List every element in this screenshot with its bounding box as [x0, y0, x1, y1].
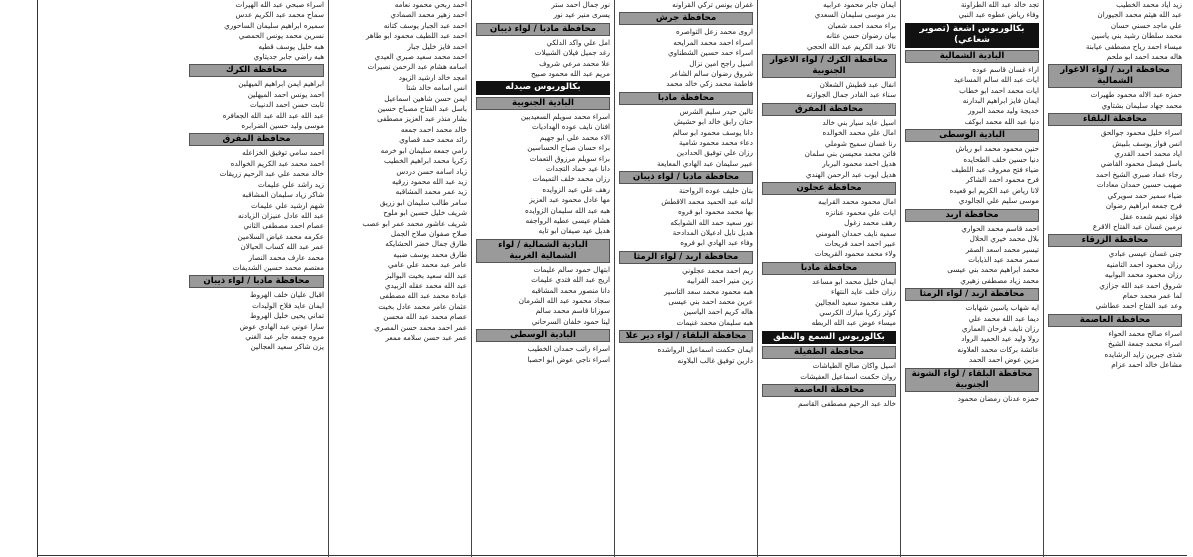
list-item: محمد ابراهيم محمد بني عيسى — [947, 265, 1039, 275]
list-item: تجد خالد عبد الله الطراونة — [960, 0, 1039, 9]
list-item: بدر موسى سليمان السعدي — [814, 10, 896, 20]
list-item: سامر طالب سليمان ابو زريق — [379, 197, 467, 207]
list-item: دانا عيد حماد التجدات — [546, 163, 610, 173]
list-item: طارق محمد يوسف ضبيه — [393, 249, 467, 259]
list-item: بيان رضوان حسن عثانه — [826, 31, 896, 41]
list-column — [1043, 0, 1186, 557]
list-item: خالد عبد الرحيم مصطفى القاسم — [798, 399, 896, 409]
list-item: يزن شاكر سعيد العجالين — [250, 342, 324, 352]
list-item: شريف خليل حسين ابو ملوح — [383, 208, 467, 218]
section-header: محافظة مادبا / لواء ذيبان — [476, 23, 610, 36]
list-item: رزان محمد خلف التميمات — [532, 174, 610, 184]
list-item: افنان نايف عوده الهداديات — [532, 122, 610, 132]
list-item: عمر احمد محمد حسن المصري — [374, 322, 467, 332]
list-item: عبد الله محمد عقله الزبيدي — [384, 280, 467, 290]
list-item: دارين توفيق غالب البلاونه — [677, 355, 753, 365]
list-item: ولاء محمد محمود القريحات — [814, 249, 896, 259]
list-item: شاكر زياد سليمان المشاقبه — [242, 190, 324, 200]
list-item: شريف عاشور محمد عمر ابو عصب — [362, 218, 467, 228]
list-item: احمد يونس احمد الميهلين — [247, 89, 324, 99]
section-header: محافظة البلقاء / لواء دير علا — [619, 330, 753, 343]
list-item: فاطمة محمد زكي خالد محمد — [666, 79, 753, 89]
list-item: زيد عبد الله محمود زرقيه — [392, 176, 467, 186]
list-item: معتصم محمد حسين الشديفات — [232, 262, 324, 272]
list-item: اسراء ناجي عوض ابو احصبا — [527, 354, 610, 364]
section-header: محافظة البلقاء — [1048, 113, 1182, 126]
list-item: وعد عبد الفتاح احمد عطاشي — [1095, 301, 1182, 311]
section-header: البادية الوسطى — [476, 329, 610, 342]
newspaper-page — [38, 0, 1186, 557]
list-item: مشاعل خالد احمد عزام — [1111, 359, 1182, 369]
list-item: اسراء صالح محمد الحواء — [1108, 328, 1182, 338]
list-item: محمد عارف محمد النصار — [248, 252, 324, 262]
list-item: ايمان حكمت اسماعيل الرواشده — [657, 345, 753, 355]
list-column — [471, 0, 614, 557]
list-item: زكريا محمد ابراهيم الخطيب — [384, 156, 467, 166]
list-item: تالا عبد الكريم عبد الله الحجي — [807, 41, 896, 51]
list-item: احمد فايز خليل جبار — [407, 41, 467, 51]
list-item: هشام عيسى عطيه الرواجفه — [525, 216, 610, 225]
list-item: احمد سامي توفيق الخزاعله — [242, 148, 324, 158]
list-item: لبانه عبد الحميد محمد الاقطش — [661, 196, 753, 206]
list-item: عبد الله سعيد بخيت البوالبز — [385, 270, 467, 280]
list-column — [900, 0, 1043, 557]
list-item: عبير سليمان عبد الهادي المعايعة — [657, 158, 753, 168]
list-item: ايه شهاب ياسين شهابات — [965, 303, 1039, 313]
section-header: البادية الشمالية / لواء الشمالية الغربية — [476, 239, 610, 263]
list-item: علا محمد مرعي شروف — [539, 58, 610, 68]
list-item: هبه محمود محمد سعد التاسير — [664, 286, 753, 296]
list-item: اسيل عايد سيار بني خالد — [822, 117, 896, 127]
section-header: البادية الوسطى — [905, 129, 1039, 142]
list-item: فاتن محمد محيسن بني سلمان — [804, 149, 896, 159]
section-header: محافظة المفرق — [762, 103, 896, 116]
section-header: محافظة جرش — [619, 12, 753, 25]
list-item: انس فواز يوسف بلبيش — [1112, 138, 1182, 148]
list-item: عرين محمد احمد بني عيسى — [668, 296, 753, 306]
list-item: امال محمود محمد القرايبه — [818, 197, 896, 207]
list-item: محمد زياد مصطفى زهيري — [960, 275, 1039, 285]
section-header: محافظة اربد / لواء الرمثا — [619, 251, 753, 264]
list-item: ريم احمد محمد عجلوني — [682, 265, 753, 275]
list-item: احمد عبد اللطيف محمود ابو طاهر — [365, 31, 467, 41]
section-header: محافظة مادبا — [619, 92, 753, 105]
list-item: هبه سليمان محمد غنيمات — [676, 317, 753, 327]
section-header: محافظة العاصمة — [1048, 314, 1182, 327]
list-item: خديجة وليد محمد البرور — [968, 106, 1039, 116]
list-item: اسراء صبحي عبد الله الهيرات — [235, 0, 324, 9]
list-item: تالين حيدر سليم الشرس — [679, 106, 753, 116]
list-item: شهم ارشيد علي عليمات — [250, 200, 324, 210]
section-header: محافظة العاصمة — [762, 384, 896, 397]
list-item: صلاح صفوان صلاح الجمل — [390, 228, 467, 238]
list-column — [757, 0, 900, 557]
list-item: امل علي واكد الدلكي — [546, 37, 610, 47]
list-item: رزان علي توفيق الحدادين — [676, 148, 753, 158]
list-item: جنى غسان عيسى عبادي — [1108, 249, 1182, 259]
list-item: هديل نايل ادعيلان المدادحة — [672, 227, 753, 237]
list-item: سماح محمد عبد الكريم عدس — [235, 10, 324, 20]
list-item: ميساء احمد رياح مصطفى عيابنة — [1085, 41, 1182, 51]
list-item: عبد الله هيثم محمد الجيوران — [1097, 10, 1182, 20]
list-item: علي ماجد حسني حسان — [1110, 20, 1182, 30]
list-item: دانا منصور محمد المشاقبه — [531, 285, 610, 295]
list-item: ايات عبد الله سالم المساعيد — [953, 75, 1039, 85]
section-header: محافظة الزرقاء — [1048, 234, 1182, 247]
list-item: بتان خليف عوده الرواحنة — [679, 186, 753, 196]
list-item: اريج عبد الله فتدي عليمات — [531, 275, 610, 285]
list-item: فرح محمود احمد الشاكر — [966, 175, 1039, 185]
list-item: دعاء محمد محمود شامية — [679, 138, 753, 148]
list-item: مزين عوض احمد الحمد — [969, 355, 1039, 365]
list-column — [614, 0, 757, 557]
list-item: عبد الله عبد الله عبد الله الجعافره — [222, 110, 324, 120]
list-item: وفاء رياض عطوه عبد النبي — [958, 10, 1039, 20]
list-item: بها محمد محمود ابو فروه — [678, 207, 753, 217]
list-item: احمد قاسم محمد الحواري — [961, 223, 1039, 233]
list-item: براء سويلم مرزوق التعمات — [529, 153, 610, 163]
list-item: اسراء راتب حمدان الخطيب — [527, 344, 610, 354]
section-header: محافظة عجلون — [762, 182, 896, 195]
list-item: عامر عبد محمد علي عامي — [387, 260, 467, 270]
list-item: الاء محمد علي ابو جهيم — [539, 132, 610, 142]
list-item: براء حسان صباح الحساسين — [527, 143, 610, 153]
list-item: ضياء فتح معروف عبد اللطيف — [951, 165, 1039, 175]
list-item: زيد عمر محمد المشاقبه — [395, 187, 467, 197]
list-item: شذى جبرين زايد الرشايده — [1104, 349, 1182, 359]
list-item: ميساء عوض عبد الله الربطه — [811, 318, 896, 328]
list-item: سناء عبد القادر جمال الجوازنه — [806, 90, 896, 100]
list-item: مها عادل محمود عبد العزيز — [529, 195, 610, 205]
list-item: ايمن حسن شاهين اسماعيل — [384, 93, 467, 103]
list-item: هاله محمد احمد ابو ملحم — [1106, 52, 1182, 62]
list-item: ضياء سمير حمد سويركي — [1107, 190, 1182, 200]
list-item: اسراء حمد حسين الشطناوي — [667, 48, 753, 58]
list-item: بلال محمد خيري الحلال — [969, 234, 1039, 244]
list-item: رامي جمعه سليمان ابو خرمه — [380, 145, 467, 155]
list-item: رزان نايف فرحان العماري — [961, 323, 1039, 333]
list-item: تيسير محمد اسعد الصقر — [965, 244, 1039, 254]
list-item: اسراء محمد جمعة الشيخ — [1108, 339, 1182, 349]
list-item: اسراء محمد سويلم السعيديين — [520, 111, 610, 121]
list-item: حمزه عدنان رمضان محمود — [957, 393, 1039, 403]
list-item: عائشة بركات محمد العلاونه — [957, 344, 1039, 354]
list-item: اياد محمد احمد القدري — [1114, 149, 1182, 159]
list-item: طارق جمال خضر الحشايكه — [385, 239, 467, 249]
list-item: ايمان خليل محمد ابو مساعد — [812, 276, 896, 286]
list-item: ايمان عايد فلاح الوليدات — [252, 300, 324, 310]
list-item: حنان رابق خالد ابو حشيش — [673, 117, 753, 127]
list-item: حنين محمود محمد ابو رياش — [955, 144, 1039, 154]
list-item: امال علي محمد الخوالده — [822, 128, 896, 138]
list-item: احمد زهير محمد الصمادي — [390, 10, 467, 20]
list-item: هديل ايوب عبد الرحمن الهندي — [805, 169, 896, 179]
list-item: لما عمر محمد حمام — [1122, 290, 1182, 300]
list-item: مروه جمعه جابر عبد الغني — [245, 331, 324, 341]
list-item: رزان خلف عايد النتهاء — [831, 287, 896, 297]
list-item: سميه نايف حمدان المومني — [815, 228, 896, 238]
degree-header: بكالوريوس صيدله — [476, 81, 610, 95]
list-item: عبادة محمد عبد الله مصطفى — [379, 291, 467, 301]
list-item: زين منير احمد القرابيه — [686, 276, 753, 286]
list-item: هبه عبد الله سليمان الزوايده — [525, 205, 610, 215]
list-item: رهف علي عيد الزوايده — [542, 184, 610, 194]
list-item: اسيل راجح امين نزال — [689, 58, 753, 68]
list-item: ابراهيم ايمن ابراهيم الميهلين — [238, 79, 324, 89]
list-item: دنيا عبد الله محمد ابوكف — [964, 116, 1039, 126]
list-item: نسرين محمد يونس الحمصي — [238, 31, 324, 41]
list-item: تماني يحيى خليل الهروط — [249, 311, 324, 321]
list-item: امجد خالد ارشيد الزيود — [398, 72, 467, 82]
list-item: فرح جمعه ابراهيم رضوان — [1105, 201, 1182, 211]
list-item: انس اسامه خالد شتا — [406, 83, 467, 93]
degree-header: بكالوريوس السمع والنطق — [762, 331, 896, 345]
list-item: خالد محمد علي عبد الرحيم زريقات — [219, 169, 324, 179]
list-item: اسراء خليل محمود جوالحق — [1100, 128, 1182, 138]
list-item: نور جمال احمد ستر — [551, 0, 610, 9]
list-item: باسل عبد الفتاح مصباح حسين — [377, 104, 467, 114]
list-item: زيد راشد علي عليمات — [258, 179, 324, 189]
list-item: رائد محمد حمد قصاوي — [399, 135, 467, 145]
list-item: عكرمه محمد غياض السلامين — [237, 231, 324, 241]
list-item: حمزه عبد الاله محمود طهيرات — [1090, 90, 1182, 100]
section-header: البادية الشمالية — [905, 50, 1039, 63]
list-item: فؤاد نعيم شعده عقل — [1119, 211, 1182, 221]
list-item: احمد ربحي محمود نعامه — [394, 0, 467, 9]
list-item: ثابت حسن احمد الدنيبات — [249, 100, 324, 110]
list-item: مريم عبد الله محمود صبيح — [530, 69, 610, 79]
section-header: محافظة اربد / لواء الاغوار الشمالية — [1048, 64, 1182, 88]
list-item: سميره ابراهيم سليمان الساحوري — [224, 20, 324, 30]
list-item: غفران يونس تركي القراونه — [672, 0, 753, 9]
list-item: ايمان فايز ابراهيم البدارنه — [962, 96, 1039, 106]
list-item: دنيا حسين خلف الطحايده — [963, 154, 1039, 164]
list-item: بشار منذر عبد العزيز مصطفى — [377, 114, 467, 124]
list-item: روان حكمت اسماعيل العفيشات — [800, 371, 896, 381]
list-item: موسى وليد حسين الضرابره — [241, 121, 324, 131]
list-item: ايات محمد احمد ابو خطاب — [959, 85, 1039, 95]
list-item: رجاء عماد صبري الشيخ احمد — [1095, 169, 1182, 179]
section-header: البادية الجنوبية — [476, 97, 610, 110]
list-item: احمد محمد سعيد صبري العيدي — [374, 52, 467, 62]
list-item: رهف محمود سعيد العجالين — [815, 297, 896, 307]
list-item: عصام محمد عبد الله محسن — [383, 312, 467, 322]
list-item: اسراء احمد محمد المرايحه — [673, 37, 753, 47]
list-item: شروق احمد عبد الله جزازي — [1099, 280, 1182, 290]
list-item: سارا عوني عبد الهادي عوض — [239, 321, 324, 331]
list-item: رزان محمود محمد البوابيه — [1104, 270, 1182, 280]
list-item: رغد جميل فيلان الشبيلات — [534, 48, 610, 58]
list-item: سجاد محمود عبد الله الشرمان — [518, 296, 610, 306]
section-header: محافظة المفرق — [189, 133, 324, 146]
list-item: يسرى منير عيد نور — [553, 10, 610, 20]
list-item: دانا يوسف محمود ابو سالم — [672, 127, 753, 137]
list-item: اروى محمد زعل التواصره — [676, 27, 753, 37]
list-item: زياد اسامه حسن دردس — [396, 166, 467, 176]
list-item: زيد اياد محمد الخطيب — [1116, 0, 1182, 9]
list-item: وفاء عبد الهادي ابو فروه — [680, 238, 753, 248]
list-item: موسى سليم علي الجالودي — [958, 196, 1039, 206]
list-column — [185, 0, 328, 557]
list-item: ايمان جابر محمود عرابيه — [823, 0, 896, 9]
list-item: انفال عبد قطيش الشعلان — [819, 80, 896, 90]
section-header: محافظة مادبا — [762, 262, 896, 275]
list-item: كوثر زكريا مبارك الكرسي — [819, 307, 896, 317]
list-item: هديل عيد صيفان ابو تايه — [538, 226, 610, 236]
list-item: اقبال عليان خلف الهروط — [249, 290, 324, 300]
section-header: محافظة مادبا / لواء ذيبان — [619, 171, 753, 184]
list-item: عصام احمد مصطفى الثاني — [243, 221, 324, 231]
section-header: محافظة مادبا / لواء ذيبان — [189, 275, 324, 288]
list-item: رهف محمد زغول — [844, 218, 896, 228]
list-item: سوزانا قاسم محمد سالم — [535, 306, 610, 316]
list-item: هاله كريم احمد الياسين — [683, 307, 753, 317]
list-item: عمر عبد الله كساب الحيالان — [240, 242, 324, 252]
list-item: اراء غسان قاسم عوده — [972, 64, 1039, 74]
list-item: هبه خليل يوسف قطيه — [258, 41, 324, 51]
list-item: سمر محمد عيد الذيابات — [968, 254, 1039, 264]
list-item: نرمين غسان عبد الفتاح الاقرع — [1092, 221, 1182, 231]
list-item: هديل احمد محمود البربار — [822, 159, 896, 169]
list-item: نور سعيد حمد الله الشوابكه — [670, 217, 753, 227]
section-header: محافظة الكرك / لواء الاغوار الجنوبية — [762, 54, 896, 78]
list-item: صهيب حسين حمدان معادات — [1096, 180, 1182, 190]
list-item: عبير احمد احمد فريحات — [824, 238, 896, 248]
section-header: محافظة الكرك — [189, 64, 324, 77]
list-item: رنا غسان سميح شوملي — [824, 138, 896, 148]
list-item: خالد محمد احمد جمعه — [400, 124, 467, 134]
section-header: محافظة اربد — [905, 209, 1039, 222]
list-item: ايات علي محمود عنانزه — [825, 207, 896, 217]
section-header: محافظة الطفيلة — [762, 346, 896, 359]
list-item: ديما عبد الله محمد علي — [968, 313, 1039, 323]
list-item: باسل فيصل محمود القاضي — [1100, 159, 1182, 169]
section-header: محافظة اربد / لواء الرمثا — [905, 288, 1039, 301]
list-item: لينا حمود خلفان السرحاني — [531, 316, 610, 326]
list-item: محمد سلطان رشيد بني ياسين — [1091, 31, 1182, 41]
list-item: رزان محمود احمد التامنيه — [1106, 259, 1182, 269]
list-item: ابتهال حمود سالم عليمات — [533, 264, 610, 274]
list-item: عمر عبد حسن سلامه ممعر — [385, 333, 467, 342]
list-column — [328, 0, 471, 557]
list-item: احمد محمد عبد الكريم الخوالده — [230, 158, 324, 168]
list-item: اسيل واكان صالح الطياشات — [812, 361, 896, 371]
list-item: محمد جهاد سليمان بشتاوي — [1101, 100, 1182, 110]
list-item: لانا رياض عبد الكريم ابو قعيده — [949, 185, 1039, 195]
list-item: عبد الله عادل عنيزان الزيادنه — [238, 210, 324, 220]
section-header: محافظة البلقاء / لواء الشونة الجنوبية — [905, 368, 1039, 392]
list-item: براء محمد احمد شعبان — [827, 20, 896, 30]
list-item: هبه راضي جابر جديتاوي — [253, 52, 324, 62]
list-item: عثمان عامر محمد عادل بخيت — [378, 301, 467, 311]
list-item: اسامه هشام عبد الرحمن نصيرات — [367, 62, 467, 72]
list-item: شروق رضوان سالم الشاعر — [670, 69, 753, 79]
list-item: رولا وليد عيد الحميد الرواد — [961, 334, 1039, 344]
degree-header: بكالوريوس اشعة (تصوير شعاعي) — [905, 23, 1039, 48]
list-item: احمد عبد الجبار يوسف كتانه — [383, 20, 467, 30]
